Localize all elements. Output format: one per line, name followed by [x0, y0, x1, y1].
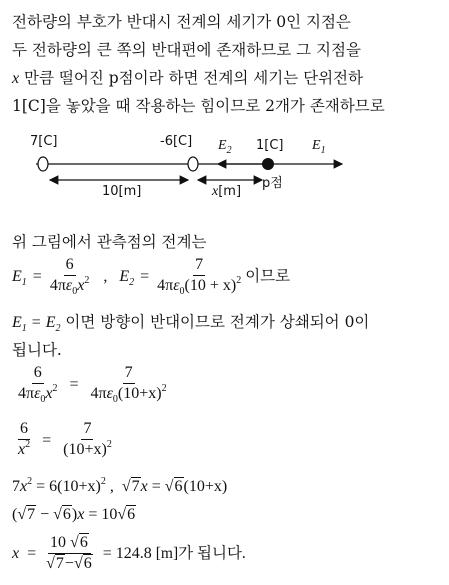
intro-line-2: 두 전하량의 큰 쪽의 반대편에 존재하므로 그 지점을: [12, 41, 361, 59]
lhs-fraction-2: $\frac{6}{x^2}$: [18, 420, 31, 458]
e1-fraction: $\frac{6}{4\pi\varepsilon_0x^2}$: [49, 256, 90, 297]
charge-7c-circle: [38, 157, 48, 171]
comma: ,: [103, 267, 108, 285]
body-sentence-1: 위 그림에서 관측점의 전계는: [12, 233, 207, 251]
charge-neg6c-circle: [188, 157, 198, 171]
intro-line-1: 전하량의 부호가 반대시 전계의 세기가 0인 지점은: [12, 13, 351, 31]
charge-7c-label: 7[C]: [30, 134, 58, 149]
e2-symbol: $E_2$: [119, 267, 135, 288]
e1-symbol: $E_1$: [12, 314, 27, 334]
charge-neg6c-label: -6[C]: [160, 134, 193, 149]
e1-label: $E_1$: [312, 138, 326, 156]
lhs-fraction: $\frac{6}{4\pi\varepsilon_0x^2}$: [18, 364, 58, 405]
e1-symbol: $E_1$: [12, 267, 27, 288]
result-tail: [m]가 됩니다.: [155, 544, 246, 562]
distance-10m-label: 10[m]: [102, 184, 142, 199]
equality-line-3: $7x^2 = 6(10+x)^2$ , √7x = √6(10+x): [12, 476, 228, 495]
body-sentence-2b: 됩니다.: [12, 341, 62, 359]
result-line: x = $\frac{10 √6}{√7-√6}$ = 124.8 [m]가 됩니다.: [12, 534, 246, 572]
intro-line-3-text: 만큼 떨어진 p점이라 하면 전계의 세기는 단위전하: [19, 69, 363, 87]
rhs-fraction: $\frac{7}{4\pi\varepsilon_0(10+x)^2}$: [90, 364, 167, 405]
result-value: = 124.8: [102, 544, 152, 562]
charge-1c-label: 1[C]: [256, 138, 284, 153]
rhs-fraction-2: $\frac{7}{(10+x)^2}$: [63, 420, 112, 458]
intro-line-4: 1[C]을 놓았을 때 작용하는 힘이므로 2개가 존재하므로: [12, 97, 385, 115]
intro-line-3: [12, 68, 363, 89]
result-fraction: $\frac{10 √6}{√7-√6}$: [46, 534, 92, 572]
equality-line-1: $\frac{6}{4\pi\varepsilon_0x^2}$ = $\frac{7}{4\pi\varepsilon_0(10+x)^2}$: [18, 364, 167, 405]
equals: =: [140, 267, 150, 285]
body-sentence-2: $E_1 = E_2$ 이면 방향이 반대이므로 전계가 상쇄되어 0이: [12, 313, 370, 334]
equals: =: [32, 267, 42, 285]
e2-label: $E_2$: [218, 138, 232, 156]
point-p-label: p점: [262, 176, 283, 191]
imeuro-text: 이므로: [245, 267, 291, 285]
e2-fraction: $\frac{7}{4\pi\varepsilon_0(10 + x)^2}$: [157, 256, 242, 297]
field-equations: [12, 256, 290, 297]
distance-x-label: x[m]: [212, 184, 242, 199]
point-p-dot: [262, 158, 274, 170]
e2-symbol: $E_2$: [45, 314, 61, 334]
x-variable: x: [12, 70, 20, 87]
equality-line-4: (√7 − √6)x = 10√6: [12, 506, 136, 523]
equality-line-2: $\frac{6}{x^2}$ = $\frac{7}{(10+x)^2}$: [16, 420, 114, 461]
